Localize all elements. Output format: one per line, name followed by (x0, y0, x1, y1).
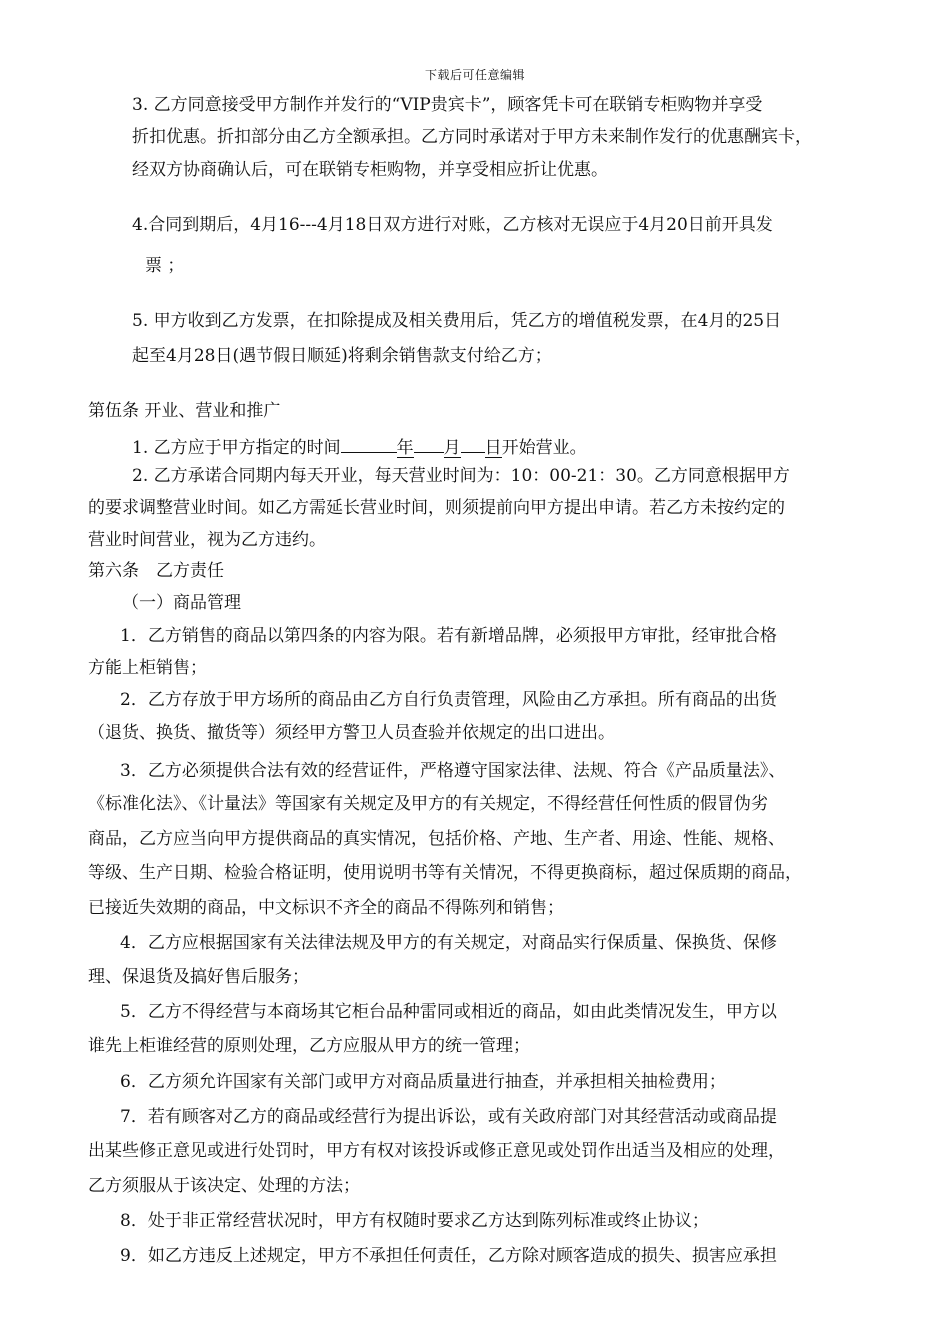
article6-item3-line2: 《标准化法》、《计量法》等国家有关规定及甲方的有关规定，不得经营任何性质的假冒伪劣 (88, 794, 768, 814)
article6-item3-line3: 商品，乙方应当向甲方提供商品的真实情况，包括价格、产地、生产者、用途、性能、规格、 (88, 829, 785, 849)
article6-item7-line2: 出某些修正意见或进行处罚时，甲方有权对该投诉或修正意见或处罚作出适当及相应的处理， (88, 1141, 785, 1161)
article5-item1-month: 月 (443, 438, 461, 458)
article6-item6-line1: 6．乙方须允许国家有关部门或甲方对商品质量进行抽查，并承担相关抽检费用； (120, 1072, 726, 1092)
article5-item1-day: 日 (484, 438, 502, 458)
article6-item7-line1: 7．若有顾客对乙方的商品或经营行为提出诉讼，或有关政府部门对其经营活动或商品提 (120, 1107, 777, 1127)
article6-item2-line2: （退货、换货、撤货等）须经甲方警卫人员查验并依规定的出口进出。 (88, 723, 615, 743)
article6-item9-line1: 9．如乙方违反上述规定，甲方不承担任何责任，乙方除对顾客造成的损失、损害应承担 (120, 1246, 777, 1266)
article5-item2-line2: 的要求调整营业时间。如乙方需延长营业时间，则须提前向甲方提出申请。若乙方未按约定的 (88, 498, 785, 518)
clause3-line2: 折扣优惠。折扣部分由乙方全额承担。乙方同时承诺对于甲方未来制作发行的优惠酬宾卡， (132, 127, 812, 147)
clause5-line2: 起至4月28日(遇节假日顺延)将剩余销售款支付给乙方； (132, 346, 552, 366)
article6-item1-line2: 方能上柜销售； (88, 658, 207, 678)
article6-item1-line1: 1．乙方销售的商品以第四条的内容为限。若有新增品牌，必须报甲方审批，经审批合格 (120, 626, 777, 646)
month-blank (414, 432, 444, 453)
article5-item1-suffix: 开始营业。 (501, 438, 587, 458)
article6-item4-line1: 4．乙方应根据国家有关法律法规及甲方的有关规定，对商品实行保质量、保换货、保修 (120, 933, 777, 953)
article5-item2-line1: 2. 乙方承诺合同期内每天开业，每天营业时间为：10：00-21：30。乙方同意根据甲方 (132, 466, 790, 486)
article6-item3-line4: 等级、生产日期、检验合格证明，使用说明书等有关情况，不得更换商标，超过保质期的商品， (88, 863, 802, 883)
article5-item1-year: 年 (396, 438, 414, 458)
clause3-line3: 经双方协商确认后，可在联销专柜购物，并享受相应折让优惠。 (132, 160, 608, 180)
article6-item5-line2: 谁先上柜谁经营的原则处理，乙方应服从甲方的统一管理； (88, 1036, 530, 1056)
article6-item3-line5: 已接近失效期的商品，中文标识不齐全的商品不得陈列和销售； (88, 898, 564, 918)
article6-item2-line1: 2．乙方存放于甲方场所的商品由乙方自行负责管理，风险由乙方承担。所有商品的出货 (120, 690, 777, 710)
day-blank (461, 432, 485, 453)
year-blank (341, 432, 397, 453)
clause4-line2: 票 ； (145, 256, 185, 276)
article6-item8-line1: 8．处于非正常经营状况时，甲方有权随时要求乙方达到陈列标准或终止协议； (120, 1211, 709, 1231)
article6-section-title: （一）商品管理 (122, 593, 241, 613)
page-header: 下载后可任意编辑 (424, 68, 525, 82)
article6-title: 第六条 乙方责任 (88, 561, 224, 581)
article5-item2-line3: 营业时间营业，视为乙方违约。 (88, 530, 326, 550)
article6-item4-line2: 理、保退货及搞好售后服务； (88, 967, 309, 987)
article5-title: 第伍条 开业、营业和推广 (88, 401, 281, 421)
article6-item7-line3: 乙方须服从于该决定、处理的方法； (88, 1176, 360, 1196)
clause3-line1: 3. 乙方同意接受甲方制作并发行的“VIP贵宾卡”，顾客凭卡可在联销专柜购物并享受 (132, 95, 763, 115)
clause4-line1: 4.合同到期后，4月16---4月18日双方进行对账，乙方核对无误应于4月20日前开具发 (132, 215, 773, 235)
article6-item3-line1: 3．乙方必须提供合法有效的经营证件，严格遵守国家法律、法规、符合《产品质量法》、 (120, 761, 786, 781)
article5-item1 (132, 432, 587, 459)
clause5-line1: 5. 甲方收到乙方发票，在扣除提成及相关费用后，凭乙方的增值税发票，在4月的25日 (132, 311, 782, 331)
article5-item1-prefix: 1. 乙方应于甲方指定的时间 (132, 438, 341, 458)
article6-item5-line1: 5．乙方不得经营与本商场其它柜台品种雷同或相近的商品，如由此类情况发生，甲方以 (120, 1002, 777, 1022)
